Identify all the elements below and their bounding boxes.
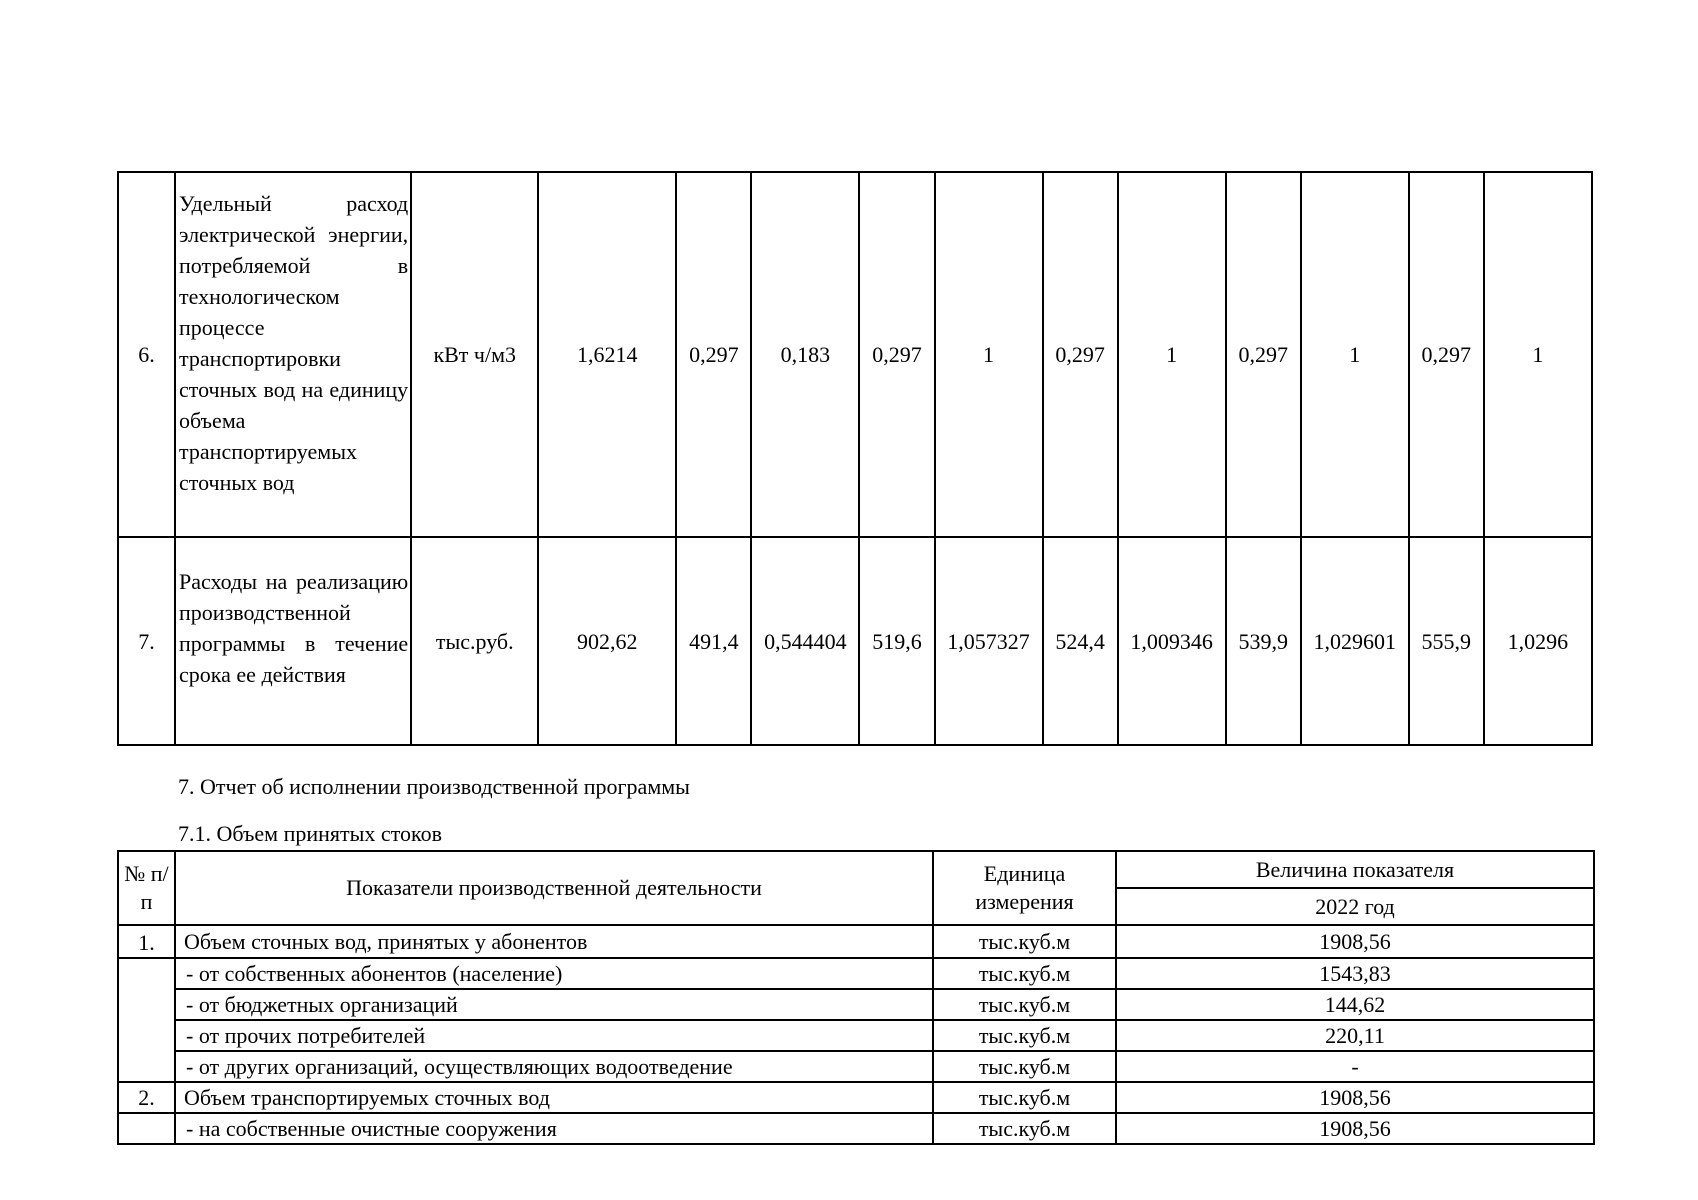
header-value-group: Величина показателя [1116, 851, 1594, 888]
value-cell: 1908,56 [1116, 1113, 1594, 1144]
value-cell: 1908,56 [1116, 925, 1594, 958]
value-cell: 1,057327 [935, 537, 1043, 745]
value-cell: 144,62 [1116, 989, 1594, 1020]
indicator-label: Объем транспортируемых сточных вод [175, 1082, 933, 1113]
unit-cell: тыс.руб. [411, 537, 538, 745]
value-cell: 491,4 [676, 537, 751, 745]
table-row [118, 1051, 1594, 1082]
unit-cell: тыс.куб.м [933, 958, 1116, 989]
value-cell: 1 [1484, 172, 1592, 537]
indicators-table [117, 171, 1593, 746]
table-row [118, 172, 1592, 537]
table-row [118, 1020, 1594, 1051]
table-row [118, 958, 1594, 989]
indicator-name: Расходы на реализацию производственной программы в течение срока ее действия [175, 537, 411, 745]
indicator-label: Объем сточных вод, принятых у абонентов [175, 925, 933, 958]
row-number: 7. [118, 537, 175, 745]
value-cell: 1,009346 [1118, 537, 1226, 745]
subsection-heading: 7.1. Объем принятых стоков [178, 821, 442, 846]
section-heading: 7. Отчет об исполнении производственной программы [178, 774, 690, 799]
value-cell: 0,183 [751, 172, 859, 537]
value-cell: 1,0296 [1484, 537, 1592, 745]
table-row [118, 537, 1592, 745]
value-cell: 1 [1301, 172, 1409, 537]
row-number: 1. [118, 925, 175, 958]
row-number: 2. [118, 1082, 175, 1113]
header-indicator: Показатели производственной деятельности [175, 851, 933, 925]
value-cell: 519,6 [859, 537, 934, 745]
value-cell: 524,4 [1043, 537, 1118, 745]
header-unit: Единица измерения [933, 851, 1116, 925]
value-cell: - [1116, 1051, 1594, 1082]
value-cell: 0,297 [859, 172, 934, 537]
value-cell: 0,544404 [751, 537, 859, 745]
indicator-label: - на собственные очистные сооружения [175, 1113, 933, 1144]
table-row [118, 925, 1594, 958]
value-cell: 0,297 [1409, 172, 1484, 537]
value-cell: 1543,83 [1116, 958, 1594, 989]
table-row [118, 1113, 1594, 1144]
value-cell: 1908,56 [1116, 1082, 1594, 1113]
value-cell: 555,9 [1409, 537, 1484, 745]
row-number [118, 958, 175, 1082]
indicator-label: - от бюджетных организаций [175, 989, 933, 1020]
indicator-label: - от прочих потребителей [175, 1020, 933, 1051]
unit-cell: тыс.куб.м [933, 989, 1116, 1020]
unit-cell: тыс.куб.м [933, 1082, 1116, 1113]
indicator-name: Удельный расход электрической энергии, потребляемой в технологическом процессе транспортировки сточных вод на единицу объема транспортируемых сточных вод [175, 172, 411, 537]
value-cell: 1,6214 [538, 172, 676, 537]
value-cell: 902,62 [538, 537, 676, 745]
value-cell: 0,297 [676, 172, 751, 537]
unit-cell: тыс.куб.м [933, 1051, 1116, 1082]
indicator-label: - от других организаций, осуществляющих водоотведение [175, 1051, 933, 1082]
table-row [118, 989, 1594, 1020]
value-cell: 220,11 [1116, 1020, 1594, 1051]
row-number [118, 1113, 175, 1144]
report-table [117, 850, 1595, 1145]
value-cell: 1,029601 [1301, 537, 1409, 745]
row-number: 6. [118, 172, 175, 537]
header-row [118, 851, 1594, 888]
indicator-label: - от собственных абонентов (население) [175, 958, 933, 989]
unit-cell: кВт ч/м3 [411, 172, 538, 537]
value-cell: 0,297 [1043, 172, 1118, 537]
value-cell: 1 [1118, 172, 1226, 537]
table-row [118, 1082, 1594, 1113]
unit-cell: тыс.куб.м [933, 925, 1116, 958]
header-year: 2022 год [1116, 888, 1594, 925]
unit-cell: тыс.куб.м [933, 1020, 1116, 1051]
value-cell: 1 [935, 172, 1043, 537]
value-cell: 0,297 [1226, 172, 1301, 537]
value-cell: 539,9 [1226, 537, 1301, 745]
header-num: № п/п [118, 851, 175, 925]
unit-cell: тыс.куб.м [933, 1113, 1116, 1144]
